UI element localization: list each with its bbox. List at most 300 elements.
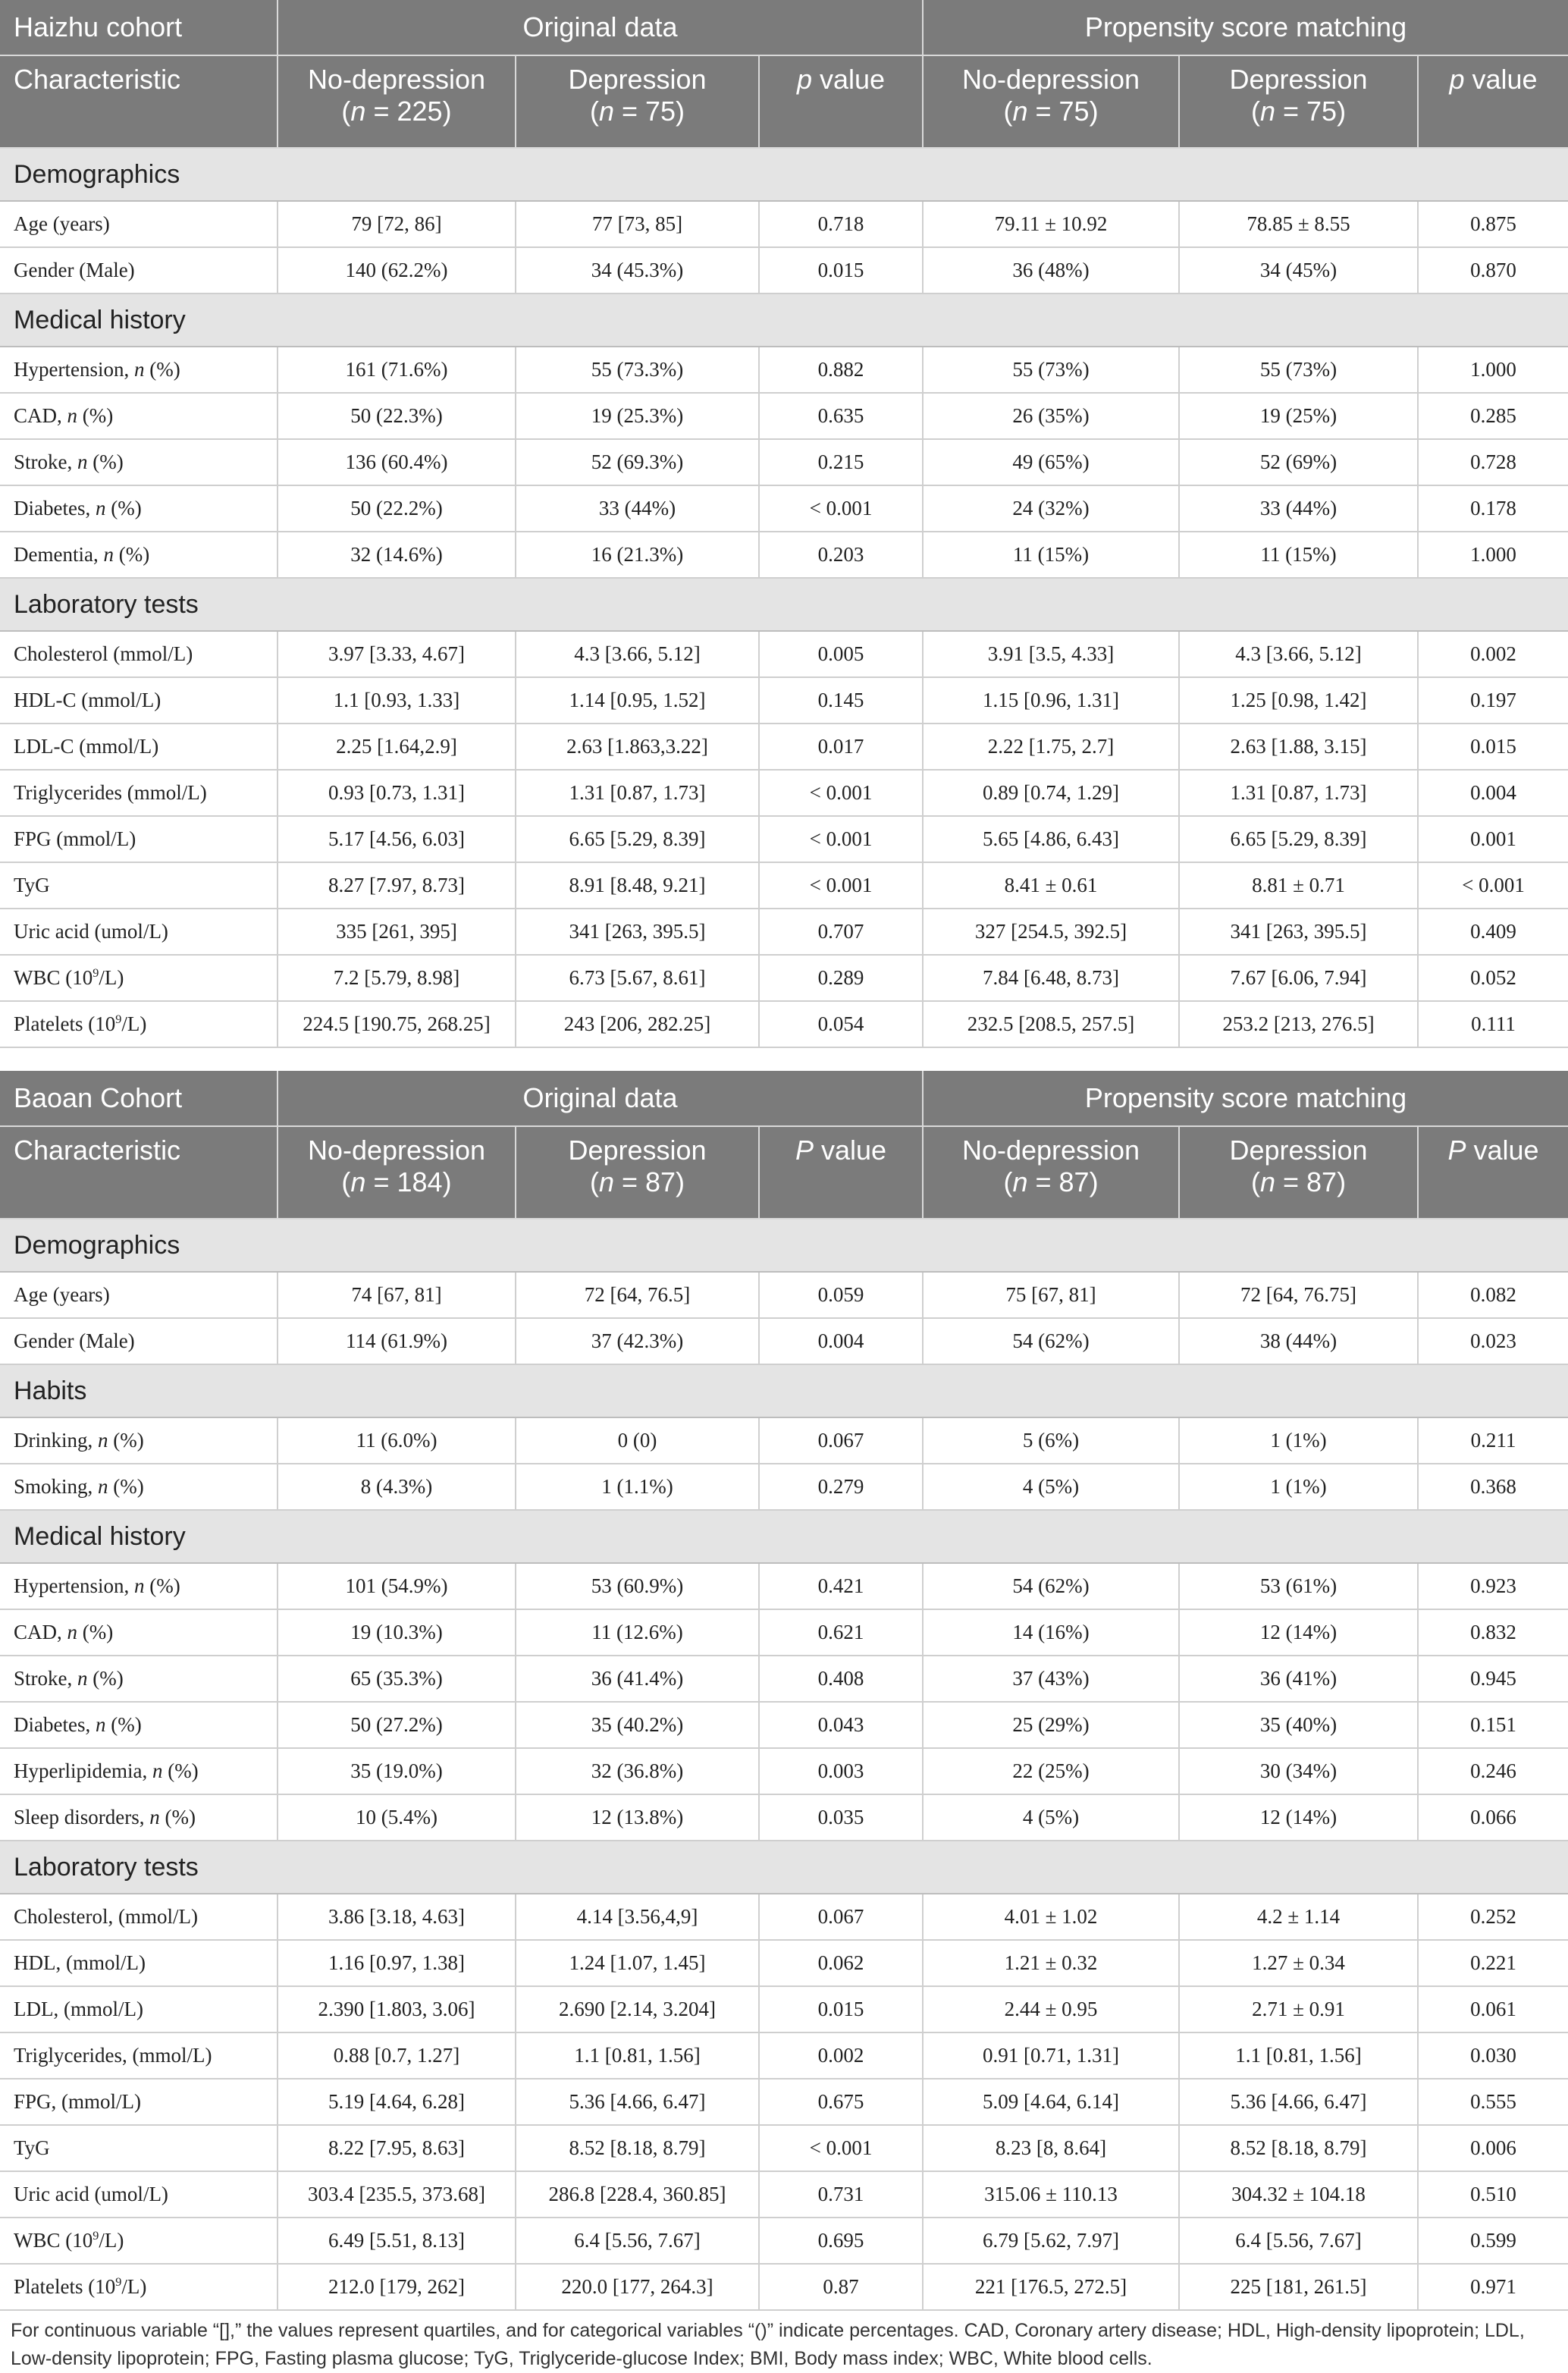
row-label-text: Smoking, [14, 1475, 93, 1498]
table-row [0, 1894, 1568, 1940]
row-label-tail: (%) [82, 404, 114, 427]
table-cell: 101 (54.9%) [278, 1563, 516, 1609]
table-cell: 1.1 [0.93, 1.33] [278, 677, 516, 724]
table-cell: 26 (35%) [923, 393, 1179, 439]
table-cell: 341 [263, 395.5] [1179, 909, 1418, 955]
section-title: Demographics [0, 1219, 1568, 1272]
table-cell: 0.215 [759, 439, 923, 485]
table-cell: 2.22 [1.75, 2.7] [923, 724, 1179, 770]
row-label-tail: (%) [168, 1759, 199, 1782]
n-symbol: n [350, 96, 366, 127]
table-cell: 140 (62.2%) [278, 247, 516, 293]
section-title: Laboratory tests [0, 1841, 1568, 1894]
table-cell: 19 (25.3%) [516, 393, 759, 439]
table-cell: 55 (73%) [1179, 347, 1418, 393]
n-symbol: n [1012, 1166, 1028, 1197]
header-row-groups [0, 0, 1568, 55]
row-label [0, 1794, 278, 1841]
header-row-columns [0, 55, 1568, 148]
row-label [0, 816, 278, 862]
psm-pvalue-header [1418, 1126, 1568, 1219]
row-label [0, 1609, 278, 1656]
row-label-text: Triglycerides, (mmol/L) [14, 2044, 212, 2067]
table-cell: 0.675 [759, 2079, 923, 2125]
row-label-text: TyG [14, 2136, 50, 2159]
table-cell: 2.44 ± 0.95 [923, 1986, 1179, 2032]
table-cell: 0.289 [759, 955, 923, 1001]
group-n: 87 [645, 1166, 676, 1197]
table-cell: 75 [67, 81] [923, 1272, 1179, 1318]
row-label [0, 347, 278, 393]
section-title: Medical history [0, 1510, 1568, 1563]
table-cell: 78.85 ± 8.55 [1179, 201, 1418, 247]
section-title: Demographics [0, 148, 1568, 201]
table-cell: 5.36 [4.66, 6.47] [1179, 2079, 1418, 2125]
table-cell: 1.21 ± 0.32 [923, 1940, 1179, 1986]
table-cell: 10 (5.4%) [278, 1794, 516, 1841]
row-label [0, 677, 278, 724]
table-cell: < 0.001 [759, 2125, 923, 2171]
table-cell: 0.707 [759, 909, 923, 955]
table-cell: 0.005 [759, 631, 923, 677]
table-cell: 0.052 [1418, 955, 1568, 1001]
table-cell: 74 [67, 81] [278, 1272, 516, 1318]
table-cell: 72 [64, 76.75] [1179, 1272, 1418, 1318]
table-row [0, 816, 1568, 862]
row-label-italic: n [98, 1429, 108, 1452]
group-psm-header: Propensity score matching [923, 1071, 1568, 1126]
n-symbol: n [1259, 1166, 1275, 1197]
table-cell: 49 (65%) [923, 439, 1179, 485]
table-cell: 8.23 [8, 8.64] [923, 2125, 1179, 2171]
table-cell: 1.14 [0.95, 1.52] [516, 677, 759, 724]
table-cell: < 0.001 [759, 862, 923, 909]
section-title: Laboratory tests [0, 578, 1568, 631]
psm-nodepression-header: No-depression (n = 87) [923, 1126, 1179, 1219]
n-symbol: n [1259, 96, 1275, 127]
table-cell: 212.0 [179, 262] [278, 2264, 516, 2310]
table-cell: 0.197 [1418, 677, 1568, 724]
table-cell: 0.015 [759, 1986, 923, 2032]
table-cell: 35 (40.2%) [516, 1702, 759, 1748]
row-label-text: HDL-C (mmol/L) [14, 689, 162, 711]
row-label-italic: n [103, 543, 114, 566]
table-cell: 0.221 [1418, 1940, 1568, 1986]
table-cell: 79 [72, 86] [278, 201, 516, 247]
row-label-tail: (%) [111, 497, 142, 519]
table-row [0, 1656, 1568, 1702]
table-row [0, 631, 1568, 677]
n-symbol: n [1012, 96, 1028, 127]
table-cell: 0.030 [1418, 2032, 1568, 2079]
table-cell: 4.14 [3.56,4,9] [516, 1894, 759, 1940]
row-label-text: Hyperlipidemia, [14, 1759, 148, 1782]
table-cell: 3.97 [3.33, 4.67] [278, 631, 516, 677]
table-cell: 52 (69%) [1179, 439, 1418, 485]
table-cell: 0.875 [1418, 201, 1568, 247]
row-label-text: CAD, [14, 404, 62, 427]
table-cell: 0.211 [1418, 1417, 1568, 1464]
table-cell: 0.87 [759, 2264, 923, 2310]
table-cell: 136 (60.4%) [278, 439, 516, 485]
row-label-superscript: 9 [93, 2229, 99, 2243]
table-row [0, 1272, 1568, 1318]
table-cell: 1 (1%) [1179, 1417, 1418, 1464]
row-label-text: Stroke, [14, 1667, 73, 1690]
table-cell: 0.368 [1418, 1464, 1568, 1510]
row-label-text: WBC (10 [14, 2229, 93, 2252]
table-cell: 0.062 [759, 1940, 923, 1986]
table-row [0, 1563, 1568, 1609]
table-cell: 35 (19.0%) [278, 1748, 516, 1794]
table-cell: 30 (34%) [1179, 1748, 1418, 1794]
table-footnote: For continuous variable “[],” the values represent quartiles, and for categorical variables “()” indicate percentages. CAD, Coronary artery disease; HDL, High-density lipoprotein; LDL, Low-density lipoprotein; FPG, Fasting plasma glucose; TyG, Triglyceride-glucose Index; BMI, Body mass index; WBC, White blood cells. [11, 2320, 1525, 2369]
table-cell: 33 (44%) [516, 485, 759, 532]
table-cell: 7.84 [6.48, 8.73] [923, 955, 1179, 1001]
table-cell: 0.279 [759, 1464, 923, 1510]
table-cell: 221 [176.5, 272.5] [923, 2264, 1179, 2310]
group-name: No-depression [961, 64, 1140, 95]
row-label [0, 862, 278, 909]
table-cell: 253.2 [213, 276.5] [1179, 1001, 1418, 1047]
table-cell: 8.41 ± 0.61 [923, 862, 1179, 909]
table-row [0, 1702, 1568, 1748]
row-label-tail: (%) [93, 1667, 124, 1690]
row-label [0, 1986, 278, 2032]
table-cell: 16 (21.3%) [516, 532, 759, 578]
table-cell: 36 (48%) [923, 247, 1179, 293]
row-label-tail: /L) [121, 1012, 147, 1035]
table-cell: 6.65 [5.29, 8.39] [516, 816, 759, 862]
table-cell: 0.067 [759, 1417, 923, 1464]
table-cell: 0.004 [1418, 770, 1568, 816]
table-cell: 19 (25%) [1179, 393, 1418, 439]
section-row [0, 293, 1568, 347]
table-cell: 0.017 [759, 724, 923, 770]
orig-pvalue-header [759, 55, 923, 148]
table-cell: 5.65 [4.86, 6.43] [923, 816, 1179, 862]
row-label-tail: (%) [93, 450, 124, 473]
table-cell: 6.49 [5.51, 8.13] [278, 2218, 516, 2264]
table-cell: 77 [73, 85] [516, 201, 759, 247]
table-cell: 1.31 [0.87, 1.73] [516, 770, 759, 816]
row-label [0, 1940, 278, 1986]
table-row [0, 439, 1568, 485]
row-label-tail: (%) [82, 1621, 114, 1643]
psm-depression-header: Depression (n = 75) [1179, 55, 1418, 148]
row-label-text: Cholesterol (mmol/L) [14, 642, 193, 665]
row-label-text: Sleep disorders, [14, 1806, 145, 1828]
table-row [0, 1748, 1568, 1794]
table-cell: 0.002 [759, 2032, 923, 2079]
row-label [0, 2218, 278, 2264]
table-cell: 286.8 [228.4, 360.85] [516, 2171, 759, 2218]
table-cell: 8.52 [8.18, 8.79] [516, 2125, 759, 2171]
table-cell: 8.22 [7.95, 8.63] [278, 2125, 516, 2171]
group-name: Depression [1229, 1135, 1368, 1166]
table-cell: 2.63 [1.88, 3.15] [1179, 724, 1418, 770]
table-cell: 12 (13.8%) [516, 1794, 759, 1841]
cohort-title: Baoan Cohort [0, 1071, 278, 1126]
orig-depression-header: Depression (n = 87) [516, 1126, 759, 1219]
table-cell: 79.11 ± 10.92 [923, 201, 1179, 247]
table-cell: 4.2 ± 1.14 [1179, 1894, 1418, 1940]
table-cell: 53 (60.9%) [516, 1563, 759, 1609]
group-n: 225 [397, 96, 443, 127]
table-row [0, 2264, 1568, 2310]
row-label-tail: (%) [118, 543, 150, 566]
table-cell: 0.035 [759, 1794, 923, 1841]
table-cell: 11 (12.6%) [516, 1609, 759, 1656]
row-label-italic: n [77, 1667, 88, 1690]
table-cell: 0.718 [759, 201, 923, 247]
table-cell: 1.31 [0.87, 1.73] [1179, 770, 1418, 816]
p-symbol: p [796, 64, 812, 95]
table-cell: < 0.001 [759, 770, 923, 816]
table-cell: 0.151 [1418, 1702, 1568, 1748]
table-row [0, 1986, 1568, 2032]
table-cell: 0.731 [759, 2171, 923, 2218]
table-cell: 32 (36.8%) [516, 1748, 759, 1794]
section-title: Medical history [0, 293, 1568, 347]
p-symbol: P [795, 1135, 814, 1166]
row-label [0, 247, 278, 293]
row-label [0, 1417, 278, 1464]
table-cell: 1.15 [0.96, 1.31] [923, 677, 1179, 724]
table-row [0, 2079, 1568, 2125]
table-cell: 0.971 [1418, 2264, 1568, 2310]
table-cell: 5.17 [4.56, 6.03] [278, 816, 516, 862]
table-cell: 36 (41%) [1179, 1656, 1418, 1702]
row-label-italic: n [67, 1621, 78, 1643]
table-cell: 1.1 [0.81, 1.56] [1179, 2032, 1418, 2079]
row-label [0, 724, 278, 770]
row-label [0, 532, 278, 578]
row-label-italic: n [95, 497, 106, 519]
table-cell: < 0.001 [759, 485, 923, 532]
table-row [0, 532, 1568, 578]
table-cell: 0.043 [759, 1702, 923, 1748]
table-cell: 34 (45.3%) [516, 247, 759, 293]
group-name: Depression [568, 64, 707, 95]
table-cell: 232.5 [208.5, 257.5] [923, 1001, 1179, 1047]
table-cell: 5.09 [4.64, 6.14] [923, 2079, 1179, 2125]
table-cell: 0.067 [759, 1894, 923, 1940]
table-cell: 4.01 ± 1.02 [923, 1894, 1179, 1940]
row-label [0, 1318, 278, 1364]
p-value-word: value [820, 1135, 887, 1166]
table-cell: 7.67 [6.06, 7.94] [1179, 955, 1418, 1001]
row-label-italic: n [133, 358, 145, 381]
table-cell: 0.066 [1418, 1794, 1568, 1841]
group-original-header: Original data [278, 1071, 923, 1126]
table-cell: 53 (61%) [1179, 1563, 1418, 1609]
row-label [0, 909, 278, 955]
section-row [0, 1364, 1568, 1417]
table-row [0, 347, 1568, 393]
table-cell: 2.690 [2.14, 3.204] [516, 1986, 759, 2032]
table-cell: 19 (10.3%) [278, 1609, 516, 1656]
table-cell: 2.63 [1.863,3.22] [516, 724, 759, 770]
row-label-superscript: 9 [115, 2275, 122, 2289]
table-cell: 0.421 [759, 1563, 923, 1609]
row-label-text: Drinking, [14, 1429, 93, 1452]
cohort-title: Haizhu cohort [0, 0, 278, 55]
row-label-text: FPG, (mmol/L) [14, 2090, 142, 2113]
table-cell: 5 (6%) [923, 1417, 1179, 1464]
table-cell: 65 (35.3%) [278, 1656, 516, 1702]
table-row [0, 1464, 1568, 1510]
table-row [0, 2032, 1568, 2079]
group-n: 75 [1306, 96, 1338, 127]
row-label [0, 1656, 278, 1702]
table-row [0, 1609, 1568, 1656]
row-label [0, 1894, 278, 1940]
group-name: No-depression [307, 1135, 486, 1166]
row-label-text: LDL-C (mmol/L) [14, 735, 159, 758]
row-label-tail: (%) [149, 358, 180, 381]
row-label [0, 1563, 278, 1609]
table-cell: 52 (69.3%) [516, 439, 759, 485]
table-cell: 0.015 [1418, 724, 1568, 770]
row-label-italic: n [67, 404, 78, 427]
table-cell: 0.023 [1418, 1318, 1568, 1364]
table-cell: 37 (42.3%) [516, 1318, 759, 1364]
table-cell: 72 [64, 76.5] [516, 1272, 759, 1318]
table-cell: 243 [206, 282.25] [516, 1001, 759, 1047]
table-cell: 225 [181, 261.5] [1179, 2264, 1418, 2310]
row-label-tail: (%) [113, 1429, 144, 1452]
p-symbol: P [1447, 1135, 1466, 1166]
table-cell: 0.621 [759, 1609, 923, 1656]
table-cell: 11 (15%) [1179, 532, 1418, 578]
table-row [0, 247, 1568, 293]
row-label-text: Stroke, [14, 450, 73, 473]
table-row [0, 2125, 1568, 2171]
table-row [0, 393, 1568, 439]
table-cell: 0.89 [0.74, 1.29] [923, 770, 1179, 816]
table-cell: 36 (41.4%) [516, 1656, 759, 1702]
table-cell: 32 (14.6%) [278, 532, 516, 578]
group-n: 87 [1306, 1166, 1338, 1197]
row-label-text: Age (years) [14, 1283, 110, 1306]
table-cell: 303.4 [235.5, 373.68] [278, 2171, 516, 2218]
psm-nodepression-header: No-depression (n = 75) [923, 55, 1179, 148]
row-label-italic: n [98, 1475, 108, 1498]
table-cell: 6.73 [5.67, 8.61] [516, 955, 759, 1001]
section-row [0, 578, 1568, 631]
table-row [0, 201, 1568, 247]
table-cell: 0.882 [759, 347, 923, 393]
table-cell: 315.06 ± 110.13 [923, 2171, 1179, 2218]
table-cell: 11 (6.0%) [278, 1417, 516, 1464]
table-cell: 12 (14%) [1179, 1609, 1418, 1656]
table-row [0, 1001, 1568, 1047]
group-n: 75 [1058, 96, 1090, 127]
row-label-text: Diabetes, [14, 497, 91, 519]
n-symbol: n [598, 96, 614, 127]
orig-depression-header: Depression (n = 75) [516, 55, 759, 148]
table-cell: 114 (61.9%) [278, 1318, 516, 1364]
table-cell: 5.36 [4.66, 6.47] [516, 2079, 759, 2125]
group-n: 75 [645, 96, 676, 127]
table-row [0, 2171, 1568, 2218]
table-cell: 0.923 [1418, 1563, 1568, 1609]
table-cell: 37 (43%) [923, 1656, 1179, 1702]
table-cell: 4 (5%) [923, 1464, 1179, 1510]
table-cell: 1.25 [0.98, 1.42] [1179, 677, 1418, 724]
p-value-word: value [1473, 1135, 1539, 1166]
row-label [0, 439, 278, 485]
group-original-header: Original data [278, 0, 923, 55]
row-label-superscript: 9 [115, 1012, 122, 1026]
table-cell: 220.0 [177, 264.3] [516, 2264, 759, 2310]
row-label-text: HDL, (mmol/L) [14, 1951, 146, 1974]
table-cell: 0.635 [759, 393, 923, 439]
table-cell: 55 (73.3%) [516, 347, 759, 393]
table-cell: 34 (45%) [1179, 247, 1418, 293]
table-cell: 0.015 [759, 247, 923, 293]
row-label-italic: n [149, 1806, 160, 1828]
section-row [0, 1219, 1568, 1272]
cohort-table [0, 0, 1568, 1048]
table-cell: 1.1 [0.81, 1.56] [516, 2032, 759, 2079]
table-cell: 0.082 [1418, 1272, 1568, 1318]
row-label-text: Diabetes, [14, 1713, 91, 1736]
row-label-italic: n [152, 1759, 163, 1782]
row-label-text: Uric acid (umol/L) [14, 920, 168, 943]
table-cell: 0.203 [759, 532, 923, 578]
p-value-word: value [1472, 64, 1538, 95]
group-n: 184 [397, 1166, 443, 1197]
row-label-tail: (%) [111, 1713, 142, 1736]
characteristic-header: Characteristic [0, 1126, 278, 1219]
table-cell: 0.88 [0.7, 1.27] [278, 2032, 516, 2079]
group-name: Depression [1229, 64, 1368, 95]
row-label-superscript: 9 [93, 966, 99, 980]
table-row [0, 1417, 1568, 1464]
row-label-text: Platelets (10 [14, 2275, 116, 2298]
row-label-text: Uric acid (umol/L) [14, 2183, 168, 2205]
row-label-text: Gender (Male) [14, 259, 135, 281]
table-cell: 3.91 [3.5, 4.33] [923, 631, 1179, 677]
section-row [0, 1841, 1568, 1894]
row-label [0, 770, 278, 816]
table-cell: 0.001 [1418, 816, 1568, 862]
row-label [0, 485, 278, 532]
header-row-groups [0, 1071, 1568, 1126]
table-row [0, 862, 1568, 909]
row-label-text: Gender (Male) [14, 1329, 135, 1352]
table-cell: 0.002 [1418, 631, 1568, 677]
table-cell: 8.52 [8.18, 8.79] [1179, 2125, 1418, 2171]
table-cell: 1.27 ± 0.34 [1179, 1940, 1418, 1986]
table-cell: 0.111 [1418, 1001, 1568, 1047]
n-symbol: n [350, 1166, 366, 1197]
cohort-table [0, 1071, 1568, 2311]
row-label-text: LDL, (mmol/L) [14, 1998, 143, 2020]
table-cell: 0.003 [759, 1748, 923, 1794]
row-label-tail: (%) [113, 1475, 144, 1498]
table-cell: 0.178 [1418, 485, 1568, 532]
table-cell: 25 (29%) [923, 1702, 1179, 1748]
table-row [0, 2218, 1568, 2264]
table-cell: 0.004 [759, 1318, 923, 1364]
table-cell: 1 (1.1%) [516, 1464, 759, 1510]
table-row [0, 485, 1568, 532]
table-cell: 2.390 [1.803, 3.06] [278, 1986, 516, 2032]
characteristic-header: Characteristic [0, 55, 278, 148]
